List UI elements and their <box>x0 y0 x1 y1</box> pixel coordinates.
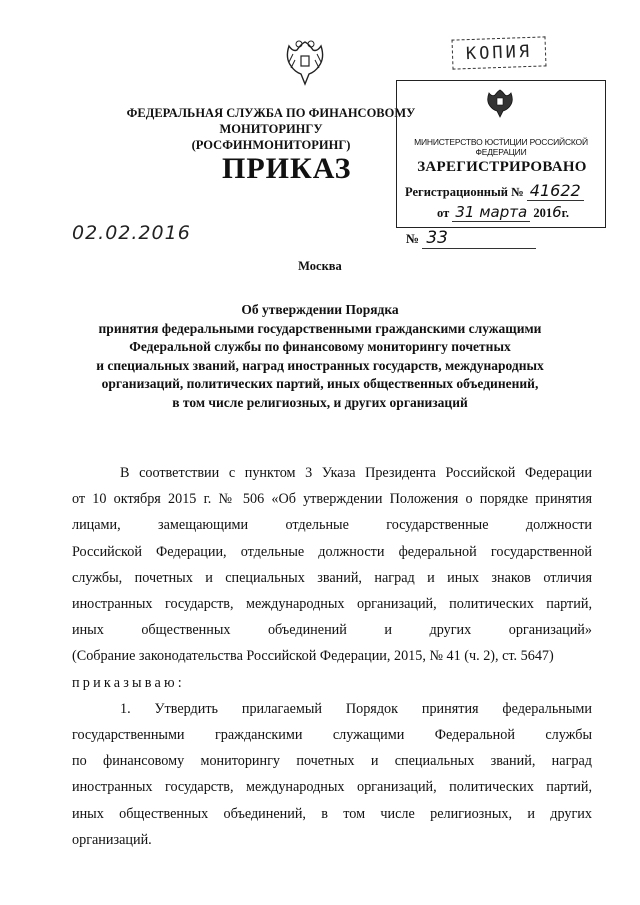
body-line: лицами, замещающими отдельные государственные должности <box>72 517 592 534</box>
body-line: (Собрание законодательства Российской Федерации, 2015, № 41 (ч. 2), ст. 5647) <box>72 648 554 665</box>
body-line: государственными гражданскими служащими Федеральной службы <box>72 727 592 744</box>
title-line: принятия федеральными государственными гражданскими служащими <box>98 320 542 336</box>
agency-abbreviation: (РОСФИНМОНИТОРИНГ) <box>191 138 351 152</box>
stamp-date-year-end: г. <box>561 206 570 220</box>
stamp-date-year: 201 <box>533 206 553 220</box>
stamp-registered: ЗАРЕГИСТРИРОВАНО <box>417 159 587 175</box>
stamp-ministry: МИНИСТЕРСТВО ЮСТИЦИИ РОССИЙСКОЙ ФЕДЕРАЦИИ <box>414 137 588 157</box>
order-number-value: 33 <box>422 228 536 249</box>
title-line: и специальных званий, наград иностранных государств, международных <box>96 357 544 373</box>
document-title <box>60 301 580 413</box>
body-line: В соответствии с пунктом 3 Указа Президента Российской Федерации <box>120 465 592 481</box>
agency-name <box>116 105 426 153</box>
title-line: Об утверждении Порядка <box>241 302 399 317</box>
body-line: по финансовому мониторингу почетных и специальных званий, наград <box>72 753 592 770</box>
body-line: иностранных государств, международных организаций, политических партий, <box>72 779 592 796</box>
item-1-paragraph <box>72 696 592 853</box>
body-line: организаций. <box>72 831 152 848</box>
stamp-emblem-icon <box>485 87 515 119</box>
body-line: 1. Утвердить прилагаемый Порядок принятия федеральными <box>120 700 592 717</box>
stamp-date-value: 31 марта <box>452 203 530 222</box>
registration-stamp <box>396 80 606 228</box>
stamp-date-year-hand: 6 <box>552 203 562 221</box>
title-line: организаций, политических партий, иных общественных объединений, <box>101 376 539 392</box>
order-title: ПРИКАЗ <box>222 152 352 185</box>
body-line: иных общественных объединений, в том числе религиозных, и других <box>72 805 592 822</box>
order-number-label: № <box>406 231 420 246</box>
copy-stamp: КОПИЯ <box>452 36 547 69</box>
city: Москва <box>298 259 342 273</box>
order-number-row <box>406 228 536 249</box>
orders-word: приказываю: <box>72 674 185 691</box>
stamp-reg-number-label: Регистрационный № <box>405 185 524 199</box>
body-line: Российской Федерации, отдельные должности федеральной государственной <box>72 543 592 560</box>
body-line: иностранных государств, международных организаций, политических партий, <box>72 596 592 613</box>
stamp-reg-number-row <box>405 181 584 200</box>
body-line: от 10 октября 2015 г. № 506 «Об утверждении Положения о порядке принятия <box>72 491 592 508</box>
state-emblem-icon <box>283 38 327 88</box>
stamp-reg-number-value: 41622 <box>527 181 584 201</box>
document-body <box>72 460 592 853</box>
preamble-paragraph <box>72 460 592 696</box>
stamp-date-prefix: от <box>437 206 450 220</box>
title-line: в том числе религиозных, и других организаций <box>172 394 468 410</box>
body-line: службы, почетных и специальных званий, наград и иных знаков отличия <box>72 569 592 586</box>
agency-name-line: ФЕДЕРАЛЬНАЯ СЛУЖБА ПО ФИНАНСОВОМУ МОНИТОРИНГУ <box>126 106 416 136</box>
body-line: иных общественных объединений и других организаций» <box>72 622 592 639</box>
stamp-reg-date-row <box>437 203 569 221</box>
handwritten-date: 02.02.2016 <box>72 222 191 244</box>
title-line: Федеральной службы по финансовому мониторингу почетных <box>129 339 511 355</box>
